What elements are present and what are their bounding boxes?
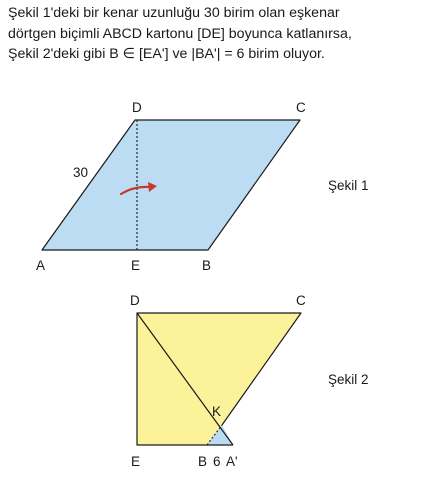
figure-1 bbox=[36, 100, 369, 273]
label-six: 6 bbox=[213, 454, 221, 469]
label-a-fig1: A bbox=[36, 258, 46, 273]
problem-line-1: Şekil 1'deki bir kenar uzunluğu 30 birim olan eşkenar bbox=[8, 5, 340, 21]
problem-line-2: dörtgen biçimli ABCD kartonu [DE] boyunca katlanırsa, bbox=[8, 25, 352, 42]
label-d-fig2: D bbox=[130, 293, 140, 308]
problem-line-3: Şekil 2'deki gibi B ∈ [EA'] ve |BA'| = 6 birim oluyor. bbox=[8, 46, 325, 62]
label-a-prime: A' bbox=[226, 454, 238, 469]
figure-2 bbox=[130, 293, 369, 469]
label-b-fig2: B bbox=[198, 454, 208, 469]
label-c-fig1: C bbox=[296, 100, 306, 115]
label-e-fig2: E bbox=[131, 454, 141, 469]
label-side-30: 30 bbox=[73, 165, 89, 180]
caption-figure-1: Şekil 1 bbox=[328, 178, 369, 193]
rhombus-abcd bbox=[42, 120, 300, 250]
label-k: K bbox=[212, 404, 222, 419]
label-b-fig1: B bbox=[202, 258, 212, 273]
label-d-fig1: D bbox=[132, 100, 142, 115]
caption-figure-2: Şekil 2 bbox=[328, 372, 369, 387]
label-c-fig2: C bbox=[296, 293, 306, 308]
label-e-fig1: E bbox=[131, 258, 141, 273]
